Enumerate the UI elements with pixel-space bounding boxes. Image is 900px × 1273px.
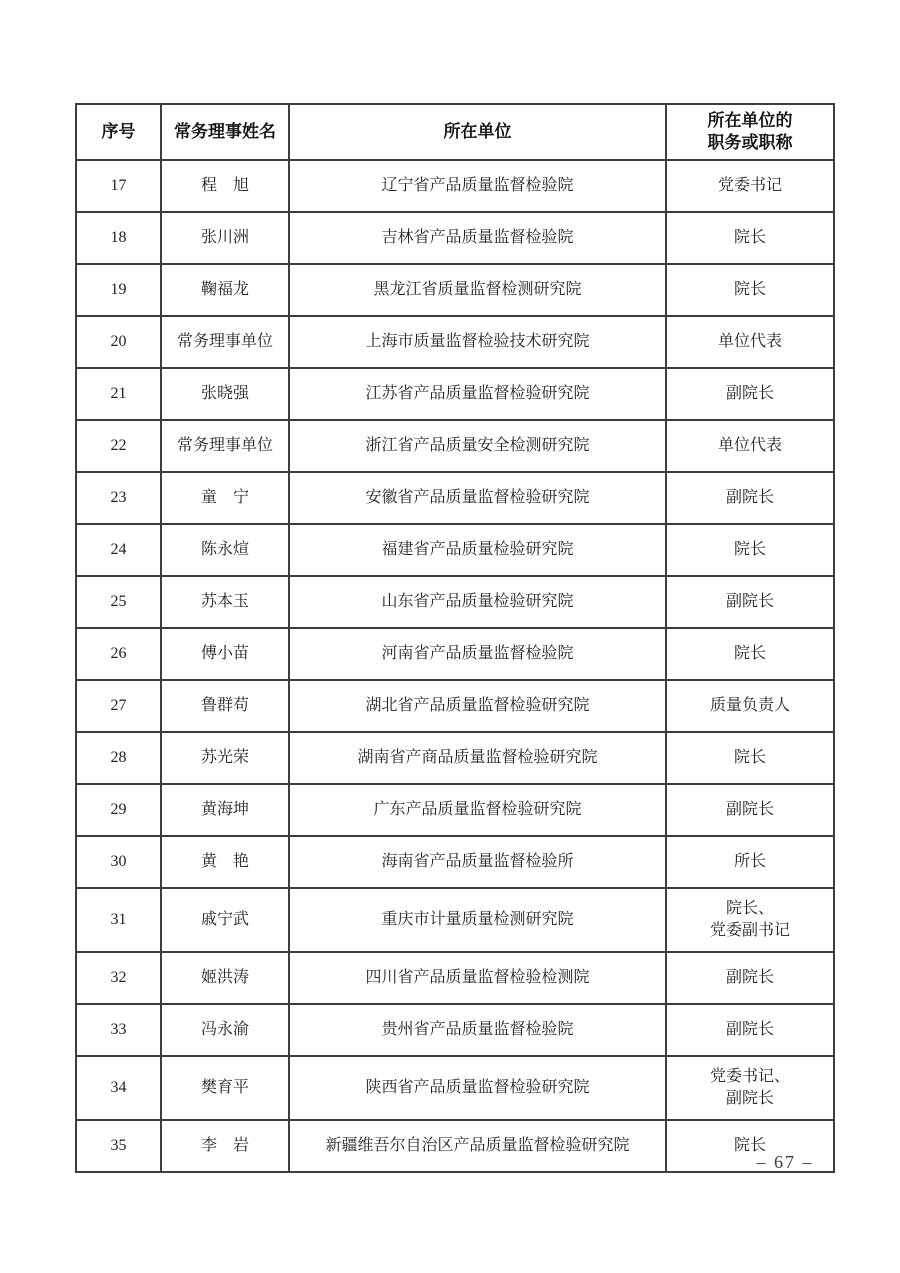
row-index-cell: 35 <box>76 1120 161 1172</box>
title-line: 院长、 <box>725 900 774 917</box>
org-name-cell: 安徽省产品质量监督检验研究院 <box>289 472 666 524</box>
title-line: 副院长 <box>725 969 774 986</box>
table-row <box>76 680 834 732</box>
org-name-cell: 山东省产品质量检验研究院 <box>289 576 666 628</box>
title-line: 党委副书记 <box>709 922 790 939</box>
org-name-cell: 广东产品质量监督检验研究院 <box>289 784 666 836</box>
title-line: 单位代表 <box>717 437 782 454</box>
table-row <box>76 732 834 784</box>
org-name-cell: 吉林省产品质量监督检验院 <box>289 212 666 264</box>
member-name-cell: 张晓强 <box>161 368 289 420</box>
col-header-title-line2: 职务或职称 <box>707 133 793 152</box>
title-line: 院长 <box>733 281 766 298</box>
title-cell <box>666 524 834 576</box>
row-index-cell: 25 <box>76 576 161 628</box>
table-row <box>76 952 834 1004</box>
title-line: 质量负责人 <box>709 697 790 714</box>
title-cell <box>666 264 834 316</box>
title-cell <box>666 628 834 680</box>
org-name-cell: 福建省产品质量检验研究院 <box>289 524 666 576</box>
title-line: 院长 <box>733 645 766 662</box>
title-line: 副院长 <box>725 593 774 610</box>
member-name-cell: 姬洪涛 <box>161 952 289 1004</box>
org-name-cell: 辽宁省产品质量监督检验院 <box>289 160 666 212</box>
member-name-cell: 黄海坤 <box>161 784 289 836</box>
row-index-cell: 33 <box>76 1004 161 1056</box>
row-index-cell: 22 <box>76 420 161 472</box>
member-name-cell: 李 岩 <box>161 1120 289 1172</box>
title-cell <box>666 952 834 1004</box>
org-name-cell: 四川省产品质量监督检验检测院 <box>289 952 666 1004</box>
title-cell <box>666 836 834 888</box>
member-name-cell: 傅小苗 <box>161 628 289 680</box>
table-row <box>76 264 834 316</box>
title-cell <box>666 316 834 368</box>
title-cell <box>666 784 834 836</box>
col-header-title <box>666 104 834 160</box>
table-row <box>76 160 834 212</box>
member-name-cell: 冯永渝 <box>161 1004 289 1056</box>
row-index-cell: 29 <box>76 784 161 836</box>
title-line: 副院长 <box>725 1090 774 1107</box>
title-cell <box>666 420 834 472</box>
title-line: 副院长 <box>725 489 774 506</box>
org-name-cell: 江苏省产品质量监督检验研究院 <box>289 368 666 420</box>
member-name-cell: 陈永煊 <box>161 524 289 576</box>
title-line: 单位代表 <box>717 333 782 350</box>
title-cell <box>666 212 834 264</box>
row-index-cell: 34 <box>76 1056 161 1120</box>
org-name-cell: 浙江省产品质量安全检测研究院 <box>289 420 666 472</box>
row-index-cell: 24 <box>76 524 161 576</box>
member-name-cell: 苏本玉 <box>161 576 289 628</box>
org-name-cell: 黑龙江省质量监督检测研究院 <box>289 264 666 316</box>
title-cell <box>666 732 834 784</box>
table-row <box>76 576 834 628</box>
title-cell <box>666 160 834 212</box>
org-name-cell: 贵州省产品质量监督检验院 <box>289 1004 666 1056</box>
row-index-cell: 32 <box>76 952 161 1004</box>
row-index-cell: 20 <box>76 316 161 368</box>
table-row <box>76 524 834 576</box>
title-cell <box>666 576 834 628</box>
row-index-cell: 17 <box>76 160 161 212</box>
member-name-cell: 常务理事单位 <box>161 420 289 472</box>
page-number: – 67 – <box>756 1152 814 1172</box>
table-row <box>76 212 834 264</box>
title-cell <box>666 680 834 732</box>
row-index-cell: 27 <box>76 680 161 732</box>
col-header-name: 常务理事姓名 <box>161 104 289 160</box>
title-line: 院长 <box>733 229 766 246</box>
row-index-cell: 21 <box>76 368 161 420</box>
member-name-cell: 程 旭 <box>161 160 289 212</box>
table-row <box>76 888 834 952</box>
org-name-cell: 河南省产品质量监督检验院 <box>289 628 666 680</box>
row-index-cell: 31 <box>76 888 161 952</box>
title-line: 党委书记、 <box>709 1068 790 1085</box>
table-row <box>76 628 834 680</box>
member-name-cell: 张川洲 <box>161 212 289 264</box>
table-row <box>76 420 834 472</box>
title-line: 副院长 <box>725 1021 774 1038</box>
title-line: 院长 <box>733 541 766 558</box>
table-row <box>76 368 834 420</box>
title-cell <box>666 368 834 420</box>
org-name-cell: 新疆维吾尔自治区产品质量监督检验研究院 <box>289 1120 666 1172</box>
col-header-index: 序号 <box>76 104 161 160</box>
table-row <box>76 1056 834 1120</box>
title-line: 副院长 <box>725 385 774 402</box>
member-name-cell: 戚宁武 <box>161 888 289 952</box>
org-name-cell: 重庆市计量质量检测研究院 <box>289 888 666 952</box>
org-name-cell: 湖北省产品质量监督检验研究院 <box>289 680 666 732</box>
title-cell <box>666 1056 834 1120</box>
title-line: 副院长 <box>725 801 774 818</box>
title-cell <box>666 1004 834 1056</box>
table-row <box>76 1120 834 1172</box>
title-line: 所长 <box>733 853 766 870</box>
table-row <box>76 472 834 524</box>
member-name-cell: 童 宁 <box>161 472 289 524</box>
col-header-org: 所在单位 <box>289 104 666 160</box>
row-index-cell: 18 <box>76 212 161 264</box>
title-line: 院长 <box>733 749 766 766</box>
table-header-row <box>76 104 834 160</box>
title-cell <box>666 472 834 524</box>
org-name-cell: 上海市质量监督检验技术研究院 <box>289 316 666 368</box>
col-header-title-line1: 所在单位的 <box>707 111 793 130</box>
row-index-cell: 19 <box>76 264 161 316</box>
org-name-cell: 陕西省产品质量监督检验研究院 <box>289 1056 666 1120</box>
table-row <box>76 836 834 888</box>
row-index-cell: 26 <box>76 628 161 680</box>
table-row <box>76 1004 834 1056</box>
member-name-cell: 常务理事单位 <box>161 316 289 368</box>
title-line: 院长 <box>733 1137 766 1154</box>
table-row <box>76 784 834 836</box>
table-row <box>76 316 834 368</box>
row-index-cell: 23 <box>76 472 161 524</box>
table-body <box>76 160 834 1172</box>
org-name-cell: 湖南省产商品质量监督检验研究院 <box>289 732 666 784</box>
member-name-cell: 苏光荣 <box>161 732 289 784</box>
title-cell <box>666 888 834 952</box>
org-name-cell: 海南省产品质量监督检验所 <box>289 836 666 888</box>
member-name-cell: 鲁群苟 <box>161 680 289 732</box>
member-name-cell: 樊育平 <box>161 1056 289 1120</box>
row-index-cell: 28 <box>76 732 161 784</box>
member-name-cell: 黄 艳 <box>161 836 289 888</box>
member-name-cell: 鞠福龙 <box>161 264 289 316</box>
standing-directors-table <box>75 103 835 1173</box>
title-line: 党委书记 <box>717 177 782 194</box>
row-index-cell: 30 <box>76 836 161 888</box>
